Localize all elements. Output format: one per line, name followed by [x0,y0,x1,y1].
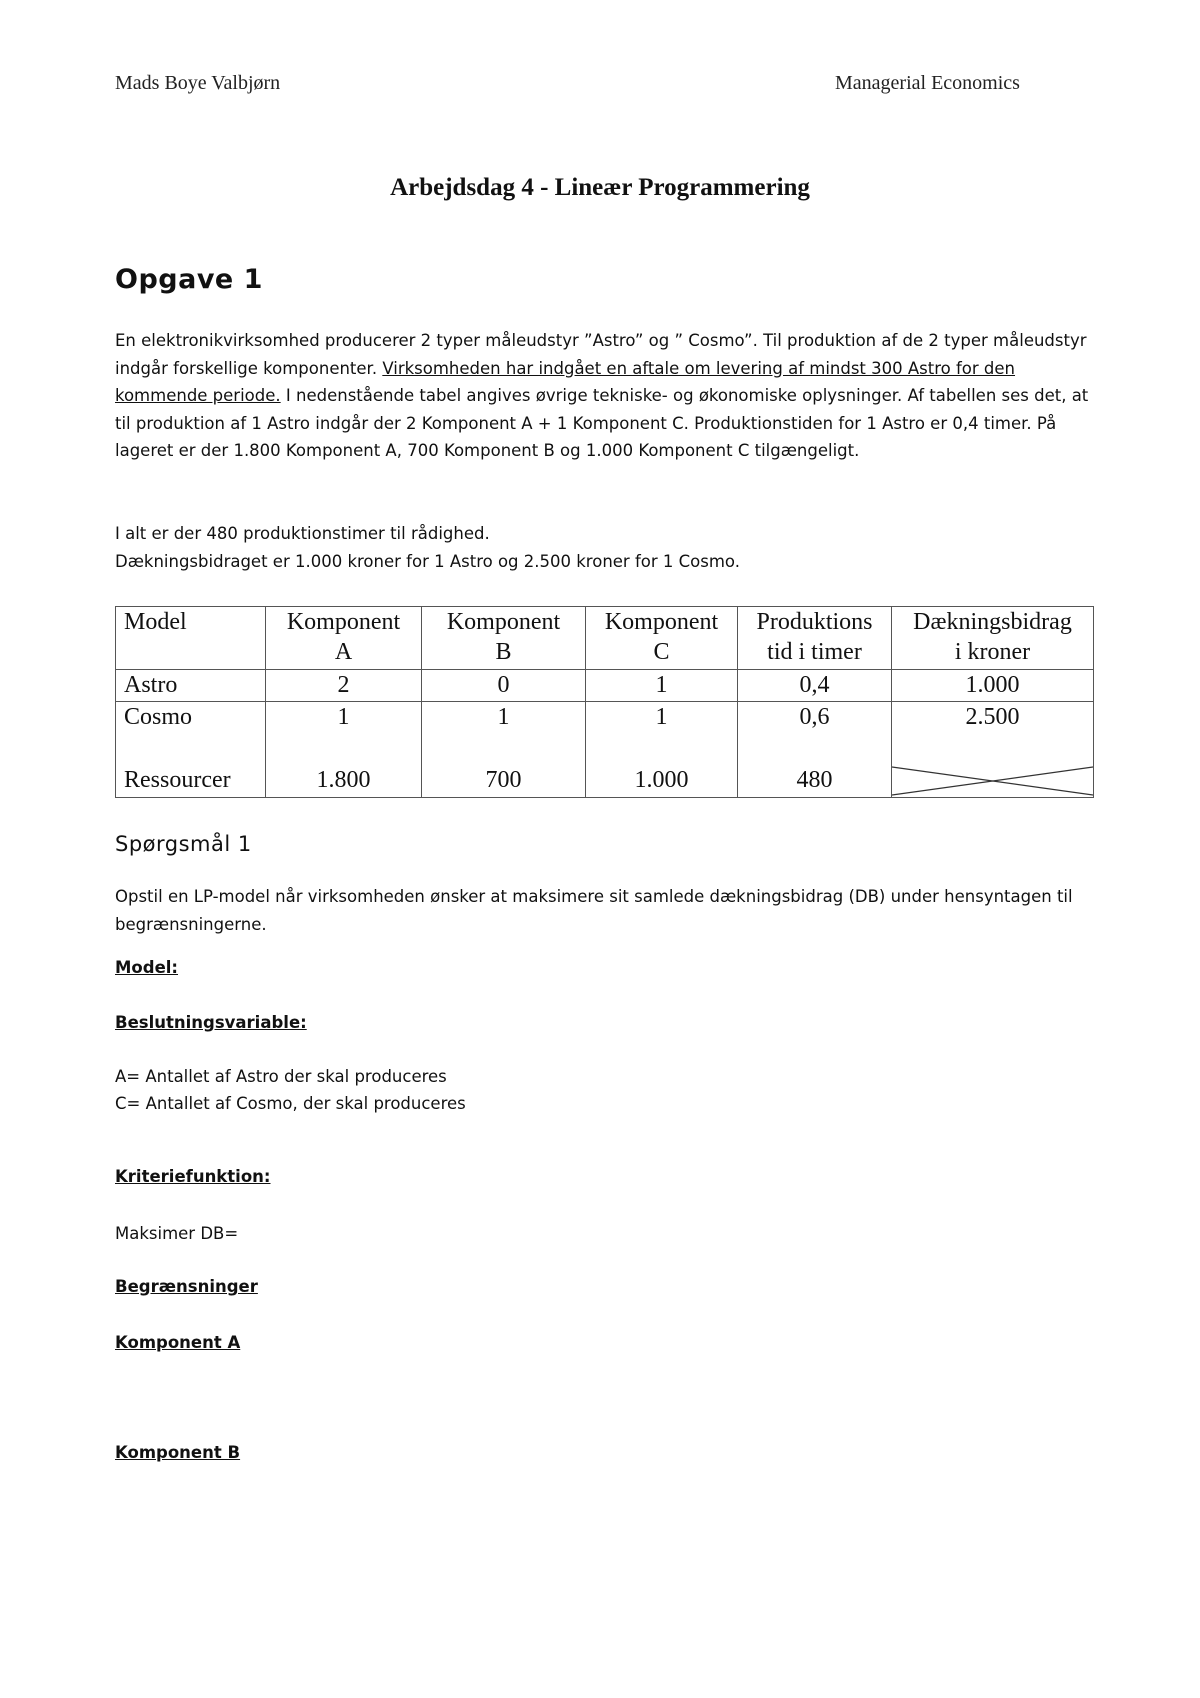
header-course: Managerial Economics [835,72,1020,94]
question-heading: Spørgsmål 1 [115,832,252,856]
table-row [116,765,1094,798]
constraint-component-a: Komponent A [115,1333,241,1352]
db-text: Dækningsbidraget er 1.000 kroner for 1 Astro og 2.500 kroner for 1 Cosmo. [115,551,740,571]
crossed-out-cell [892,765,1094,798]
table-cell: 1 [586,702,738,766]
table-header-cell: Dækningsbidrag i kroner [892,607,1094,670]
objective-function: Maksimer DB= [115,1224,239,1243]
table-cell: 1.800 [266,765,422,798]
table-cell: 1 [266,702,422,766]
table-cell: 480 [738,765,892,798]
objective-function-label: Kriteriefunktion: [115,1167,271,1186]
intro-paragraph [115,327,1095,465]
table-cell: 1.000 [892,670,1094,702]
table-cell: 0,4 [738,670,892,702]
table-cell: 2.500 [892,702,1094,766]
resources-paragraph [115,520,1095,575]
table-cell: Ressourcer [116,765,266,798]
intro-text-1: En elektronikvirksomhed producerer 2 typer måleudstyr ”Astro” og ” Cosmo”. Til produktion af de 2 typer måleudstyr indgår forskellige komponenter. [115,331,1087,378]
table-cell: 1 [422,702,586,766]
table-cell: 2 [266,670,422,702]
variable-c: C= Antallet af Cosmo, der skal produceres [115,1094,466,1113]
table-header-cell: Model [116,607,266,670]
constraint-component-b: Komponent B [115,1443,241,1462]
header-author: Mads Boye Valbjørn [115,72,281,94]
table-cell: 0,6 [738,702,892,766]
question-text: Opstil en LP-model når virksomheden ønsker at maksimere sit samlede dækningsbidrag (DB) under hensyntagen til begrænsningerne. [115,887,1073,934]
table-cell: 1.000 [586,765,738,798]
table-row [116,670,1094,702]
model-label: Model: [115,958,179,977]
hours-text: I alt er der 480 produktionstimer til rådighed. [115,524,490,543]
table-cell: 700 [422,765,586,798]
table-header-cell: Komponent C [586,607,738,670]
intro-text-2: I nedenstående tabel angives øvrige tekniske- og økonomiske oplysninger. Af tabellen ses det, at til produktion af 1 Astro indgår der 2 Komponent A + 1 Komponent C. Produktionstiden for 1 Astro er 0,4 timer. På lageret er der 1.800 Komponent A, 700 Komponent B og 1.000 Komponent C tilgængeligt. [115,386,1089,460]
constraints-label: Begrænsninger [115,1277,258,1296]
table-header-cell: Komponent B [422,607,586,670]
document-title: Arbejdsdag 4 - Lineær Programmering [390,174,810,201]
table-header-row [116,607,1094,670]
decision-variables-label: Beslutningsvariable: [115,1013,307,1032]
table-header-cell: Produktions tid i timer [738,607,892,670]
table-cell: 1 [586,670,738,702]
variable-a: A= Antallet af Astro der skal produceres [115,1067,447,1086]
table-header-cell: Komponent A [266,607,422,670]
cross-out-icon [892,765,1093,797]
table-cell: Cosmo [116,702,266,766]
data-table [115,606,1094,798]
intro-underlined-text: Virksomheden har indgået en aftale om levering af mindst 300 Astro for den kommende periode. [115,358,1016,405]
table-row [116,702,1094,766]
table-cell: 0 [422,670,586,702]
section-heading: Opgave 1 [115,264,263,295]
table-cell: Astro [116,670,266,702]
